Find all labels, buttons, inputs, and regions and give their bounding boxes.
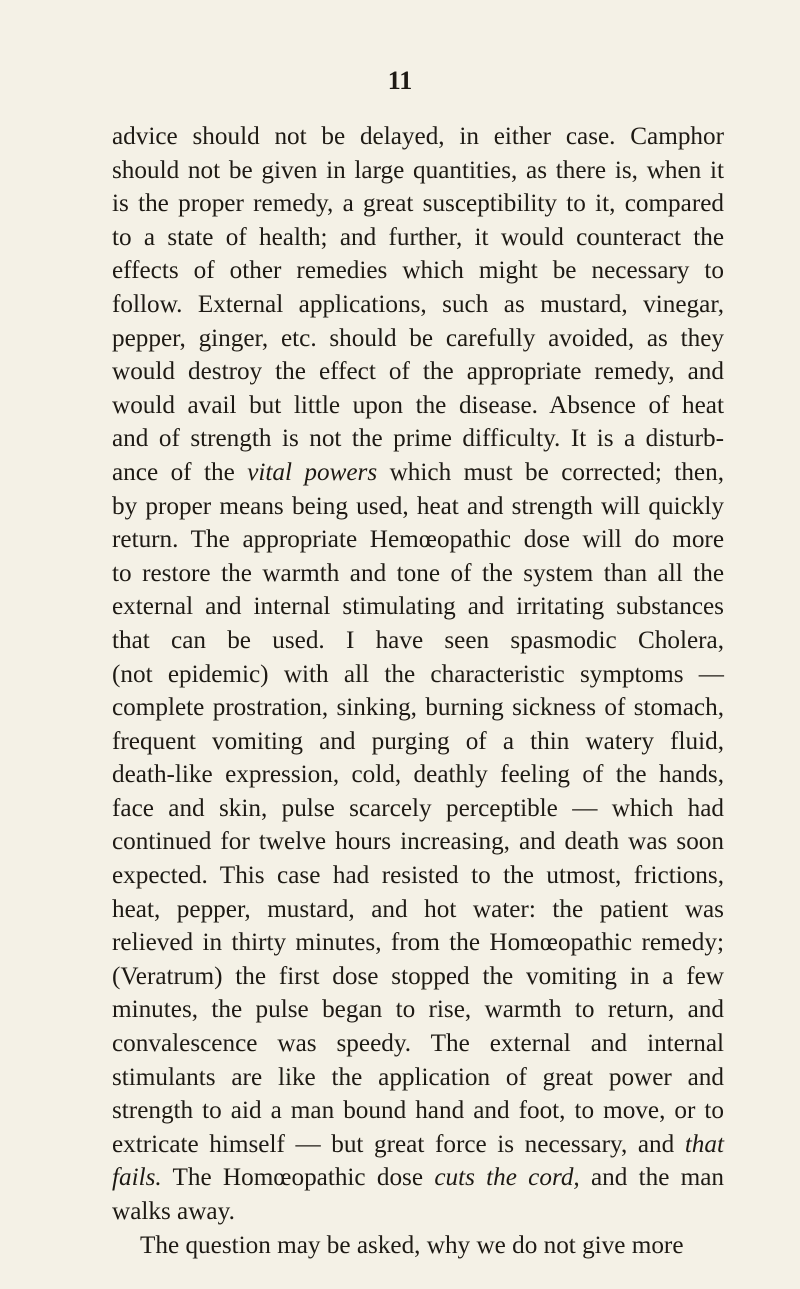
text-line: to a state of health; and further, it would counteract the (112, 223, 724, 251)
text-line: convalescence was speedy. The external and internal (112, 1030, 724, 1058)
text-line: is the proper remedy, a great susceptibility to it, compared (112, 190, 724, 218)
text-line: face and skin, pulse scarcely perceptible — which had (112, 794, 724, 822)
text-line: strength to aid a man bound hand and foot, to move, or to (112, 1097, 724, 1125)
text-line: effects of other remedies which might be necessary to (112, 257, 724, 285)
body-text (112, 120, 724, 1262)
text-line (112, 1161, 724, 1195)
text-line: and of strength is not the prime difficulty. It is a disturb- (112, 425, 724, 453)
text-line: follow. External applications, such as mustard, vinegar, (112, 290, 724, 318)
text-line: continued for twelve hours increasing, and death was soon (112, 828, 724, 856)
page-number: 11 (387, 66, 413, 95)
text-line: minutes, the pulse began to rise, warmth to return, and (112, 996, 724, 1024)
text-segment: extricate himself — but great force is necessary, and (112, 1130, 685, 1158)
text-line: The question may be asked, why we do not give more (140, 1231, 684, 1259)
text-line: heat, pepper, mustard, and hot water: the patient was (112, 895, 724, 923)
text-line: by proper means being used, heat and strength will quickly (112, 492, 724, 520)
text-line: to restore the warmth and tone of the system than all the (112, 559, 724, 587)
text-line: (Veratrum) the first dose stopped the vomiting in a few (112, 962, 724, 990)
text-line: advice should not be delayed, in either case. Camphor (112, 123, 724, 150)
italic-phrase: cuts the cord, (434, 1164, 580, 1192)
italic-phrase: fails. (112, 1164, 162, 1192)
text-line (112, 456, 724, 490)
text-line: stimulants are like the application of great power and (112, 1063, 724, 1091)
italic-phrase: that (684, 1130, 724, 1158)
text-segment: The Homœopathic dose (161, 1164, 435, 1192)
text-line: walks away. (112, 1198, 235, 1225)
text-line: external and internal stimulating and irritating substances (112, 593, 724, 621)
text-line: (not epidemic) with all the characteristic symptoms — (112, 660, 724, 688)
text-line: should not be given in large quantities, as there is, when it (112, 156, 724, 184)
text-line: complete prostration, sinking, burning sickness of stomach, (112, 694, 724, 722)
text-line: death-like expression, cold, deathly feeling of the hands, (112, 761, 724, 789)
text-line: that can be used. I have seen spasmodic Cholera, (112, 626, 724, 654)
text-line: pepper, ginger, etc. should be carefully avoided, as they (112, 324, 724, 352)
text-line: would avail but little upon the disease. Absence of heat (112, 391, 724, 419)
text-segment: and the man (579, 1164, 725, 1192)
text-segment: which must be corrected; then, (377, 458, 724, 486)
text-line: return. The appropriate Hemœopathic dose will do more (112, 526, 724, 554)
text-line: relieved in thirty minutes, from the Homœopathic remedy; (112, 929, 724, 957)
text-segment: ance of the (112, 458, 248, 486)
text-line: would destroy the effect of the appropriate remedy, and (112, 358, 724, 386)
text-line: frequent vomiting and purging of a thin watery fluid, (112, 727, 724, 755)
text-line (112, 1128, 724, 1162)
text-line: expected. This case had resisted to the utmost, frictions, (112, 862, 724, 890)
italic-phrase: vital powers (247, 458, 378, 486)
